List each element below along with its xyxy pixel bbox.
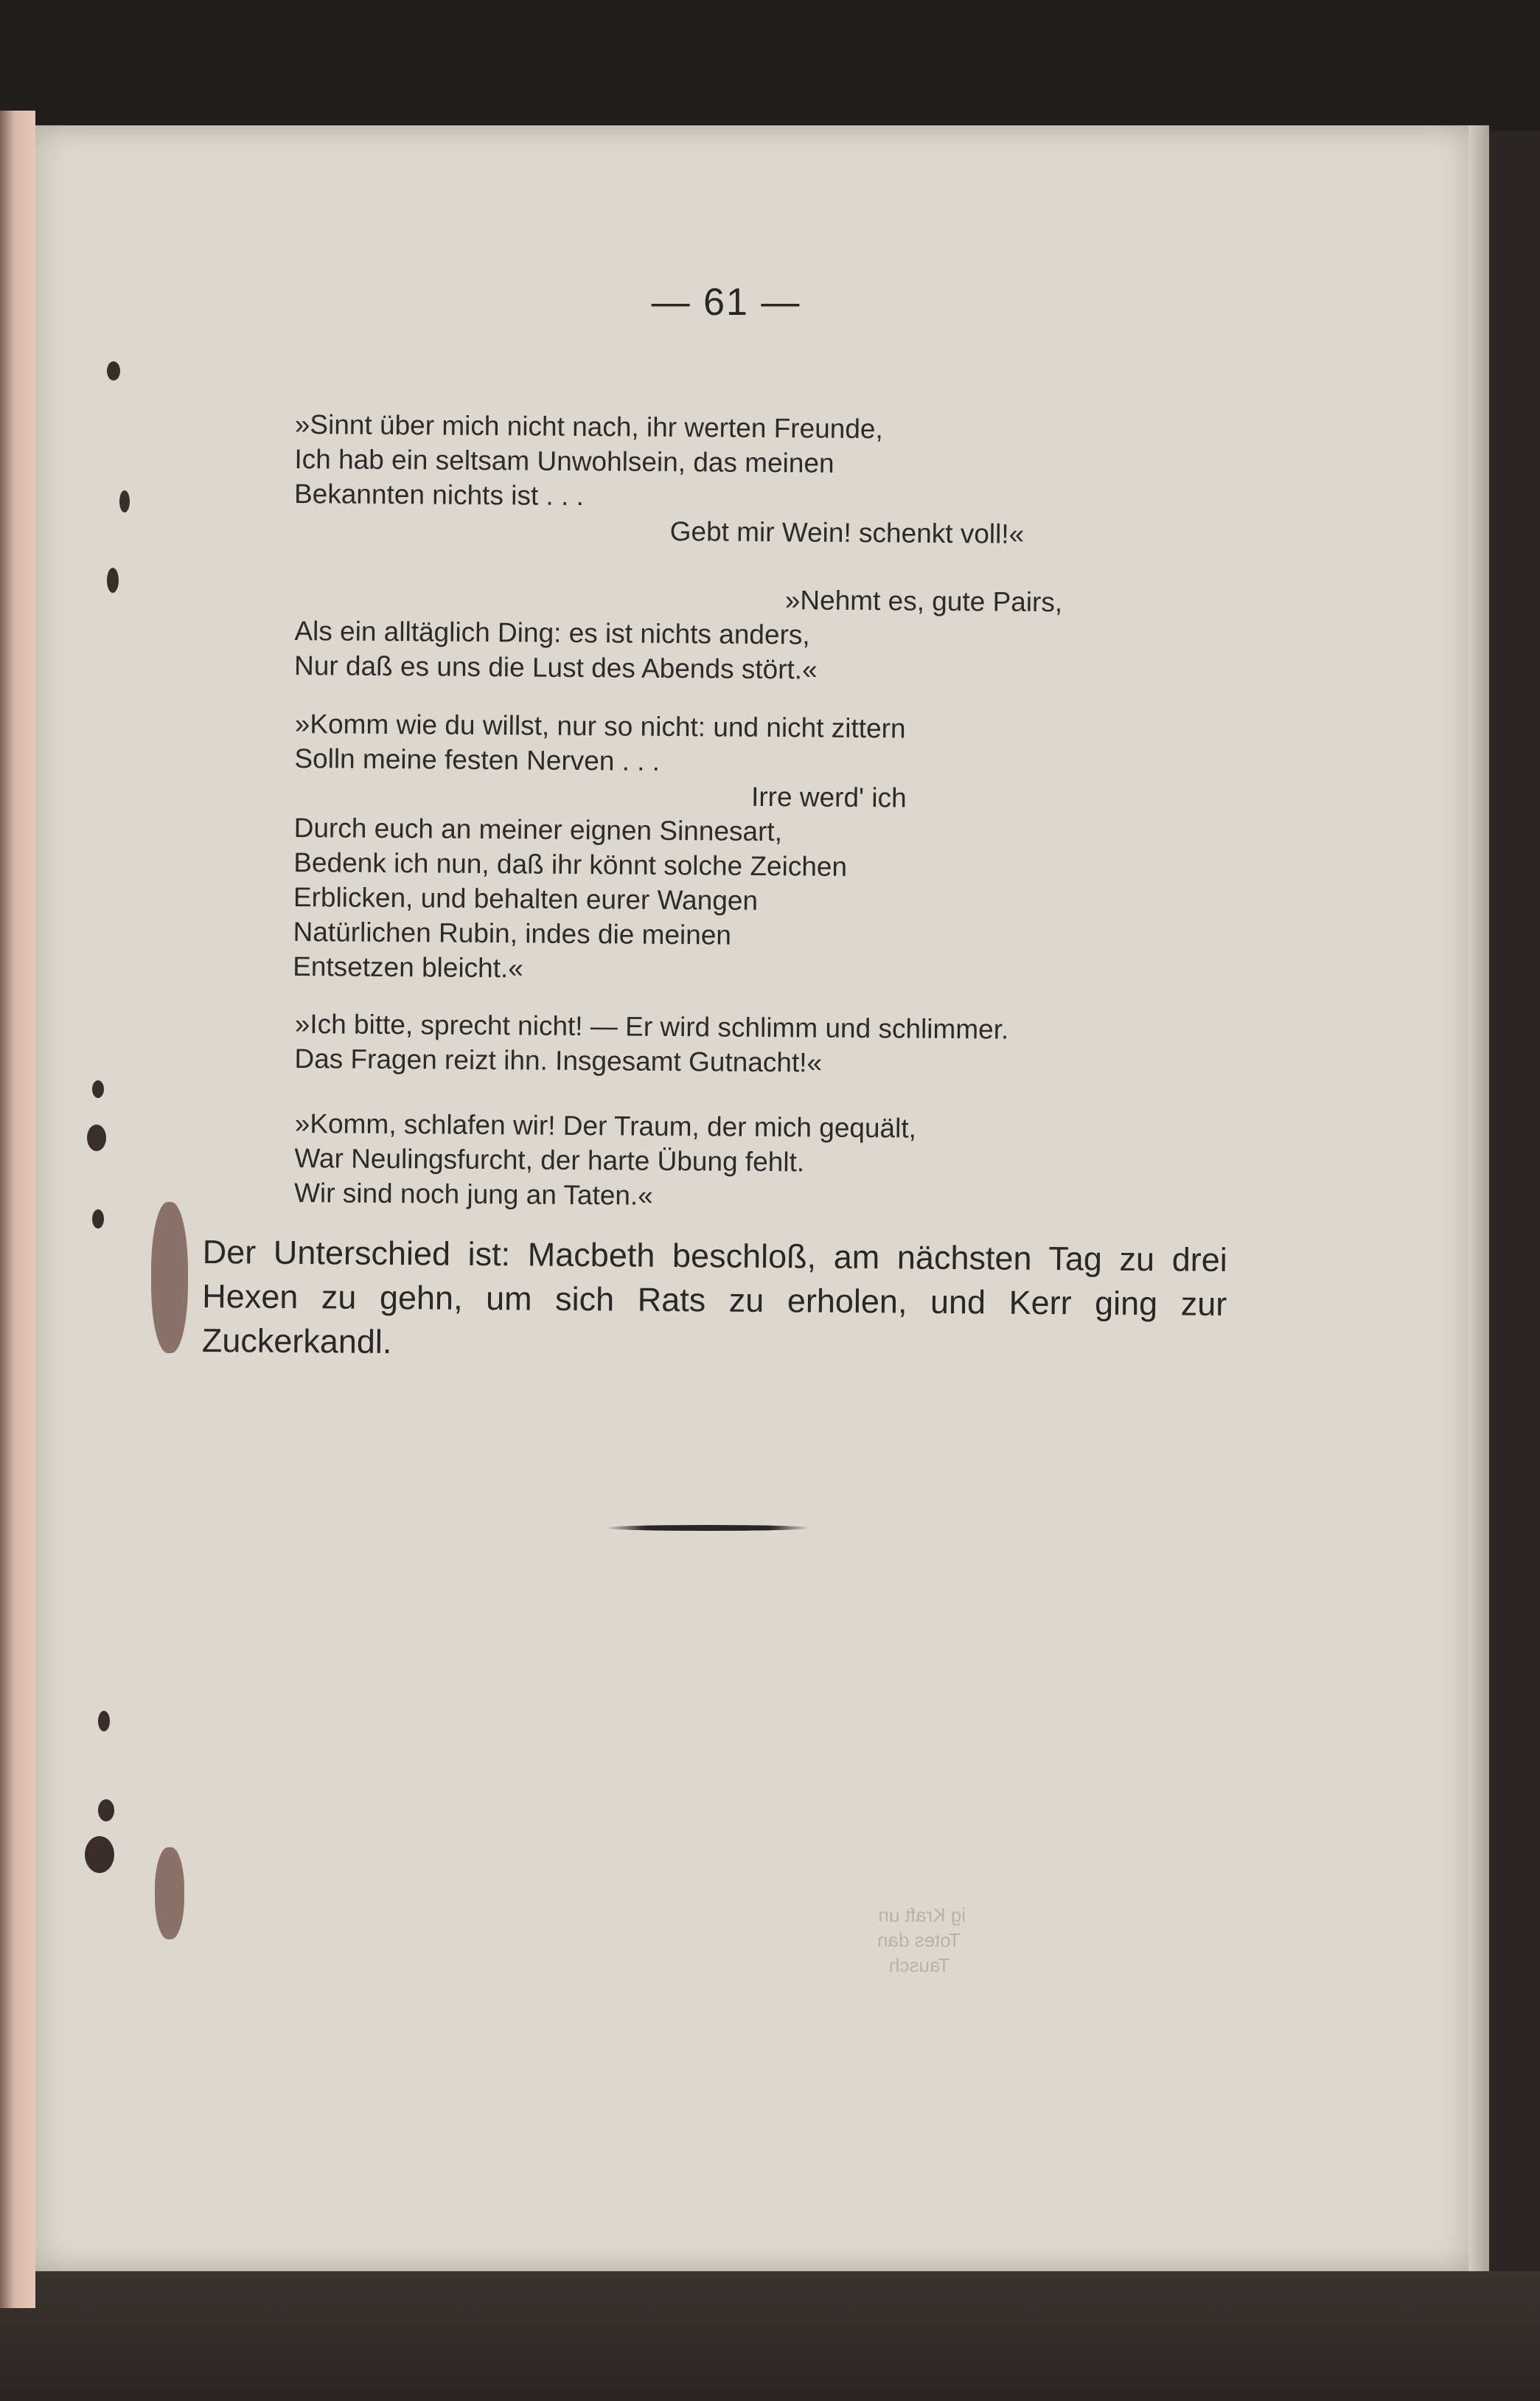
prose-paragraph: Der Unterschied ist: Macbeth beschloß, am nächsten Tag zu drei Hexen zu gehn, um sich Rats zu erholen, und Kerr ging zur Zuckerkandl.	[201, 1232, 1227, 1361]
rust-stain	[155, 1847, 184, 1939]
verse-line: Ich hab ein seltsam Unwohlsein, das meinen	[294, 443, 835, 479]
verse-line: Gebt mir Wein! schenkt voll!«	[669, 516, 1025, 549]
binding-mark	[119, 490, 130, 512]
verse-line: Durch euch an meiner eignen Sinnesart,	[293, 812, 783, 847]
scan-background-top	[0, 0, 1540, 131]
facing-page-edge	[0, 111, 35, 2308]
verse-line: Bekannten nichts ist . . .	[293, 478, 585, 512]
verse-block-2	[294, 579, 1253, 690]
verse-line: Entsetzen bleicht.«	[293, 951, 524, 984]
scan-background-bottom	[0, 2271, 1540, 2401]
verse-line: Das Fragen reizt ihn. Insgesamt Gutnacht!«	[294, 1043, 823, 1078]
verse-line: Als ein alltäglich Ding: es ist nichts anders,	[294, 615, 810, 650]
verse-line: Nur daß es uns die Lust des Abends stört.«	[293, 650, 818, 685]
verse-block-4	[294, 1007, 1253, 1083]
verse-line: Solln meine festen Nerven . . .	[294, 743, 661, 776]
binding-mark	[107, 568, 119, 593]
rust-stain	[151, 1202, 188, 1353]
section-divider	[604, 1525, 811, 1531]
page-number: — 61 —	[651, 281, 801, 324]
binding-mark	[87, 1125, 106, 1151]
verse-line: Bedenk ich nun, daß ihr könnt solche Zeichen	[293, 847, 848, 882]
binding-mark	[98, 1799, 114, 1821]
bleed-through-text: ig Kraft un Totes dan Tausch	[877, 1904, 966, 1976]
binding-mark	[92, 1080, 104, 1098]
verse-line: Natürlichen Rubin, indes die meinen	[293, 916, 732, 951]
verse-line: »Ich bitte, sprecht nicht! — Er wird schlimm und schlimmer.	[294, 1008, 1009, 1045]
verse-line: War Neulingsfurcht, der harte Übung fehlt.	[294, 1142, 805, 1178]
binding-mark	[98, 1711, 110, 1731]
verse-block-3	[293, 706, 1253, 991]
verse-line: »Komm, schlafen wir! Der Traum, der mich gequält,	[294, 1108, 917, 1144]
verse-line: »Sinnt über mich nicht nach, ihr werten Freunde,	[294, 409, 883, 445]
binding-mark	[107, 361, 120, 381]
verse-line: Irre werd' ich	[750, 781, 907, 813]
verse-line: Wir sind noch jung an Taten.«	[293, 1177, 654, 1211]
binding-mark	[85, 1836, 114, 1873]
verse-line: »Nehmt es, gute Pairs,	[784, 585, 1063, 618]
binding-mark	[92, 1209, 104, 1229]
verse-line: Erblicken, und behalten eurer Wangen	[293, 881, 759, 916]
verse-block-5	[294, 1106, 1253, 1217]
verse-block-1	[294, 407, 1253, 553]
verse-line: »Komm wie du willst, nur so nicht: und nicht zittern	[294, 708, 906, 744]
page-right-edge	[1468, 125, 1489, 2271]
